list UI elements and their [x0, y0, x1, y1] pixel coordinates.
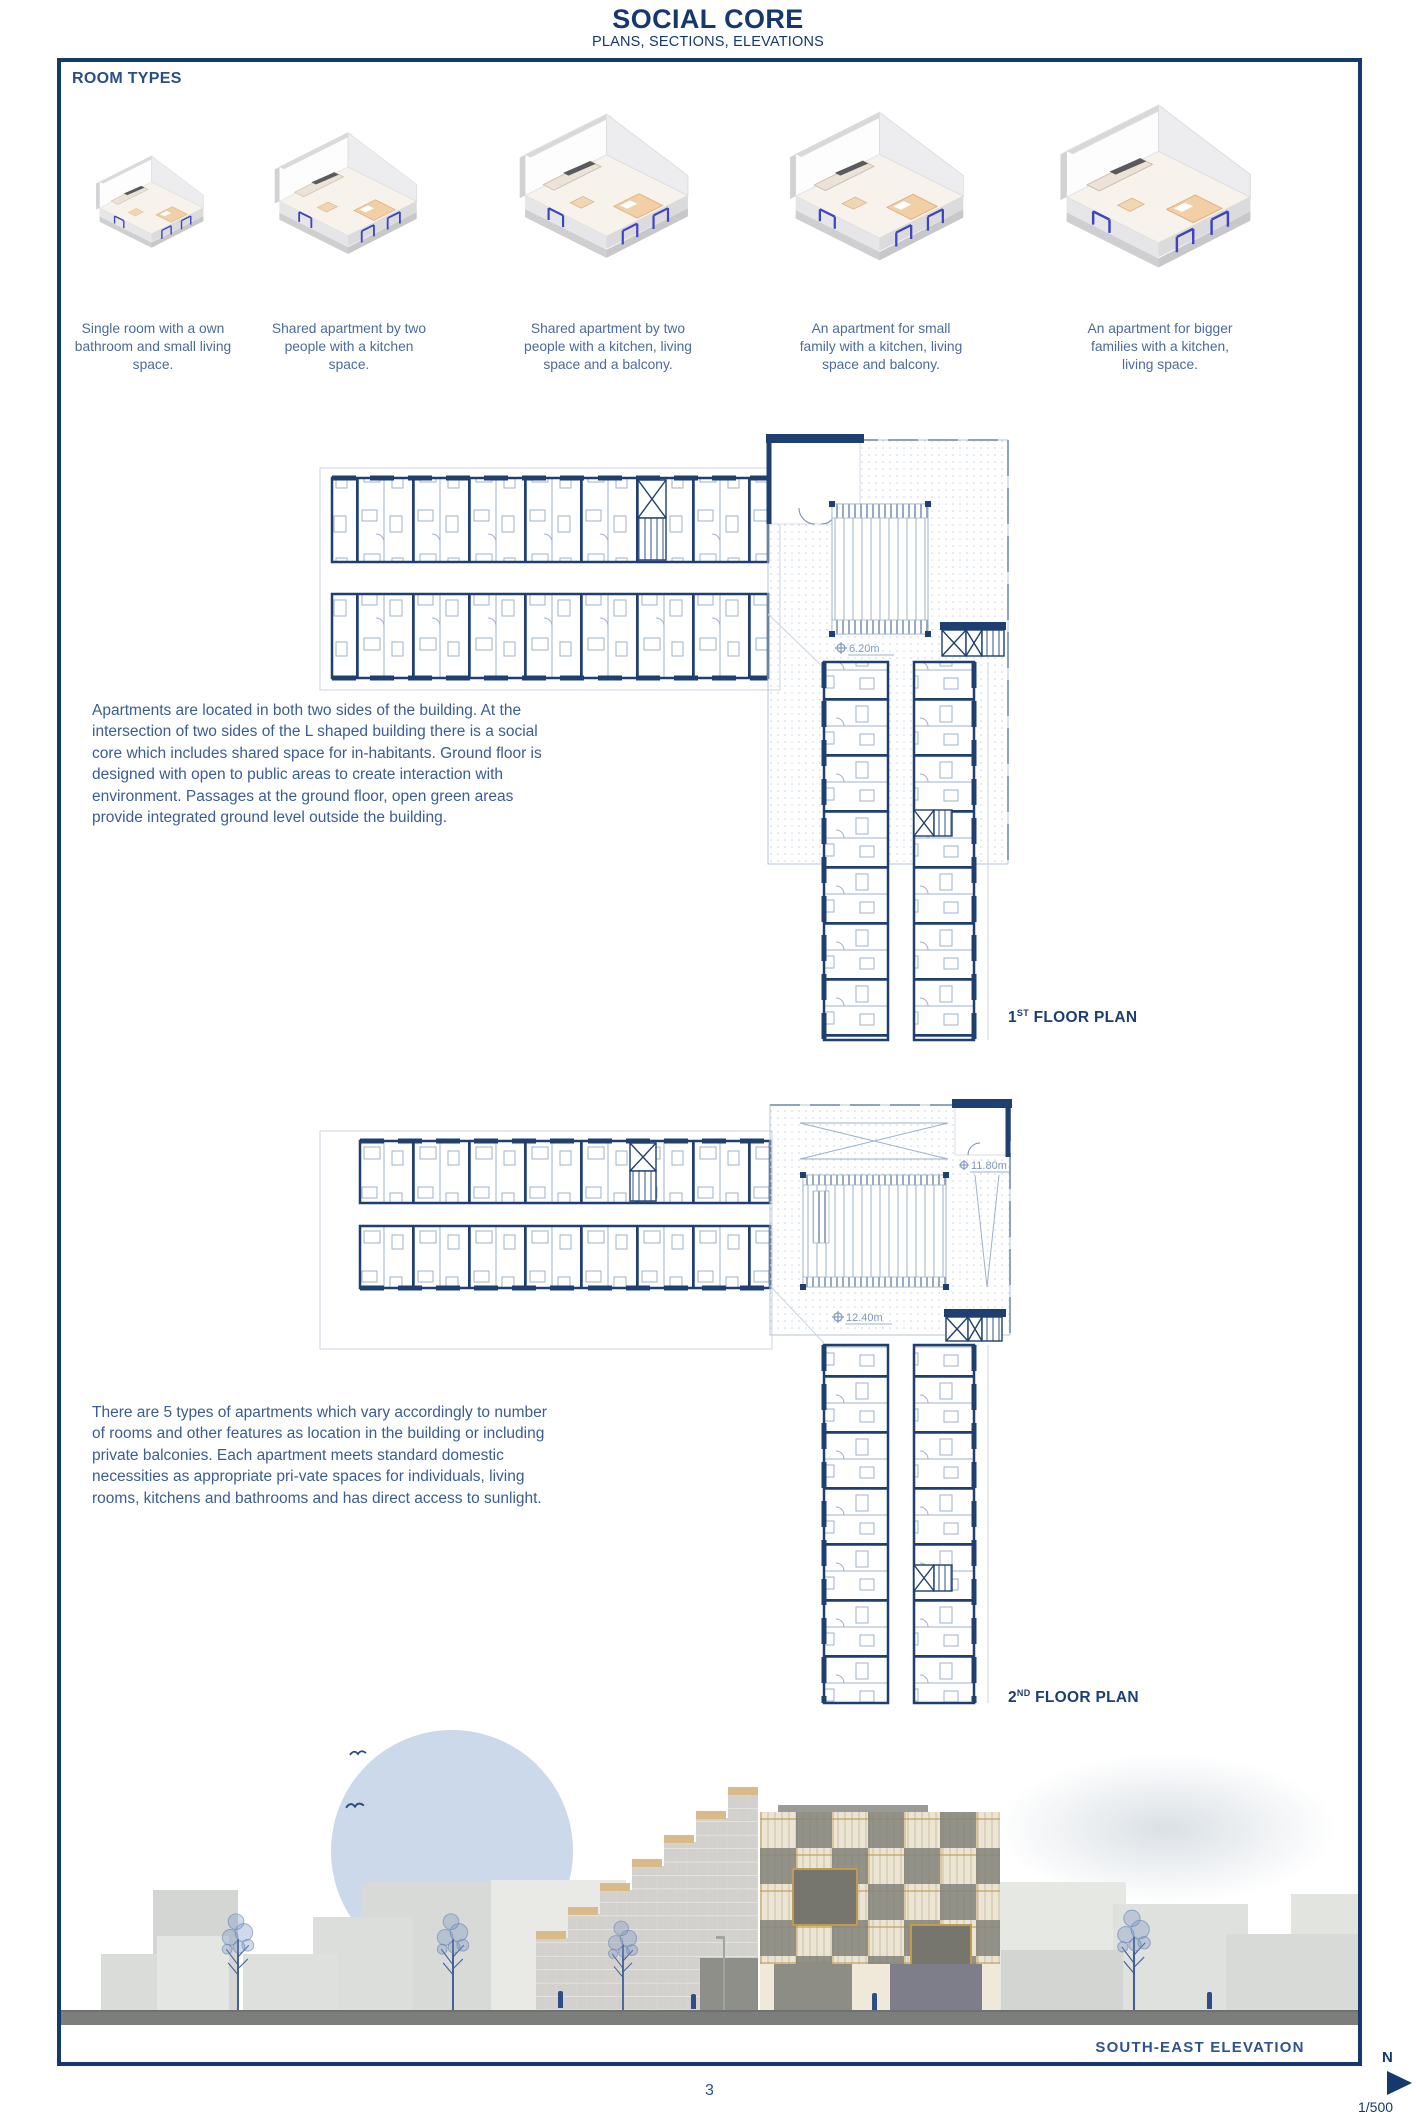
room-type-axonometric-5 [1046, 95, 1271, 289]
second-floor-plan-label: 2ND FLOOR PLAN [1008, 1688, 1139, 1707]
stepped-building-entrance [700, 1958, 758, 2010]
room-types-label: ROOM TYPES [72, 70, 182, 87]
page-subtitle: PLANS, SECTIONS, ELEVATIONS [591, 34, 825, 50]
room-type-axonometric-4 [777, 103, 982, 280]
elevation-label: SOUTH-EAST ELEVATION [1095, 2039, 1305, 2056]
room-type-caption: Single room with a own bathroom and small living space. [74, 321, 232, 373]
bird-icon [345, 1800, 365, 1810]
room-type-axonometric-3 [507, 105, 706, 277]
room-type-axonometric-2 [264, 125, 432, 270]
person-figure [872, 1993, 877, 2010]
room-type-caption: Shared apartment by two people with a kitchen space. [271, 321, 427, 373]
scale-label: 1/500 [1358, 2099, 1394, 2115]
person-figure [691, 1994, 696, 2009]
tree [1109, 1900, 1159, 2010]
description-first-floor: Apartments are located in both two sides of the building. At the intersection of two sides of the L shaped building there is a social core which includes shared space for in-habitants. Ground floor is designed with open to public areas to create interaction with environment. Passages at the ground floor, open green areas provide integrated ground level outside the building. [92, 702, 542, 826]
level-annotation-upper: 11.80m [971, 1160, 1007, 1172]
background-building [1226, 1934, 1358, 2010]
first-floor-plan-label: 1ST FLOOR PLAN [1008, 1008, 1138, 1027]
page-number: 3 [705, 2082, 714, 2099]
room-type-axonometric-1 [88, 150, 215, 260]
level-annotation-lower: 12.40m [846, 1312, 883, 1324]
checkered-building [760, 1812, 1000, 2010]
tree [429, 1904, 477, 2010]
bird-icon [349, 1748, 367, 1757]
tree [601, 1912, 645, 2010]
room-type-caption: An apartment for small family with a kitchen, living space and balcony. [799, 321, 963, 373]
tree [214, 1904, 262, 2010]
page-title: SOCIAL CORE [612, 4, 804, 34]
ground-line [61, 2010, 1358, 2025]
description-apartment-types: There are 5 types of apartments which vary accordingly to number of rooms and other features as location in the building or including private balconies. Each apartment meets standard domestic necessities as appropriate pri-vate spaces for individuals, living rooms, kitchens and bathrooms and has direct access to sunlight. [92, 1404, 547, 1507]
person-figure [558, 1991, 563, 2008]
south-east-elevation-drawing [61, 1712, 1358, 2042]
level-annotation-first: 6.20m [849, 643, 880, 655]
ground-floor [760, 1964, 1000, 2010]
background-building [1001, 1950, 1123, 2010]
north-label: N [1382, 2049, 1393, 2066]
street-lamp [723, 1936, 725, 2010]
north-arrow-icon [1387, 2071, 1412, 2095]
person-figure [1207, 1992, 1212, 2009]
room-type-caption: An apartment for bigger families with a kitchen, living space. [1087, 321, 1233, 373]
roof-slab [778, 1805, 928, 1812]
room-type-caption: Shared apartment by two people with a kitchen, living space and a balcony. [524, 321, 692, 373]
large-window [792, 1868, 858, 1926]
